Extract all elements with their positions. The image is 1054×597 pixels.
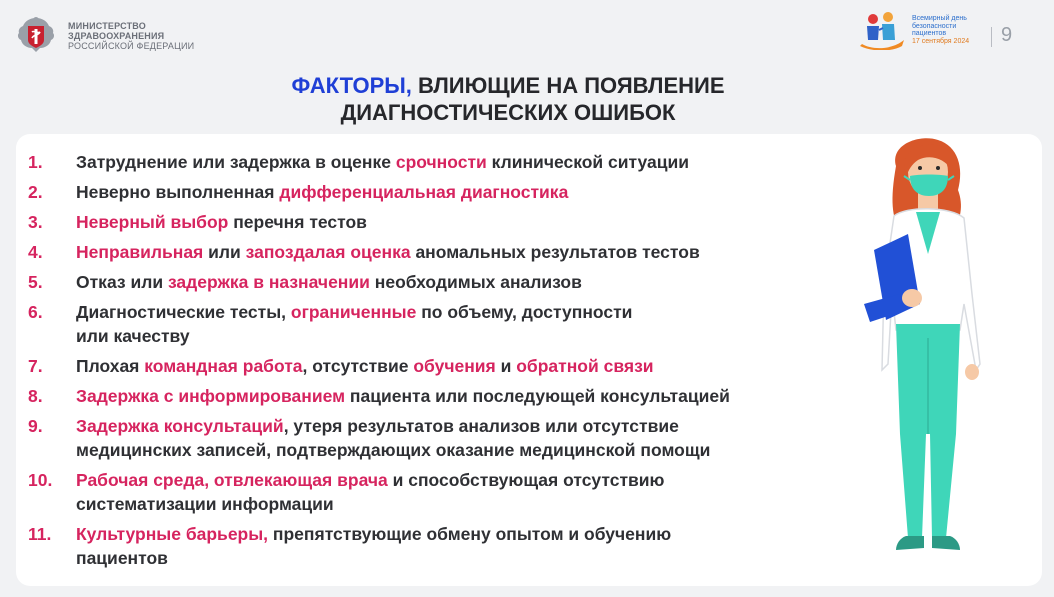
factor-text [76, 210, 808, 234]
factor-highlight: Задержка с информированием [76, 386, 346, 406]
factor-highlight: командная работа [144, 356, 303, 376]
factor-highlight: запоздалая оценка [245, 242, 411, 262]
factor-text-part: необходимых анализов [369, 272, 582, 292]
factor-number: 2. [28, 182, 43, 202]
factor-highlight: Неправильная [76, 242, 204, 262]
factor-item [28, 468, 808, 516]
factor-text-part: или [203, 242, 246, 262]
factor-text [76, 300, 808, 348]
factor-highlight: срочности [395, 152, 487, 172]
factor-text [76, 354, 808, 378]
event-text [912, 15, 969, 45]
factor-text [76, 270, 808, 294]
factor-text [76, 150, 808, 174]
factor-item [28, 522, 808, 570]
factor-text-part: пациентов [76, 548, 168, 568]
factor-number: 9. [28, 416, 43, 436]
factor-item [28, 300, 808, 348]
factor-item [28, 384, 808, 408]
factor-text-part: Затруднение или задержка в оценке [76, 152, 396, 172]
title-line-1 [230, 72, 786, 99]
factor-highlight: обратной связи [516, 356, 654, 376]
slide-title [230, 72, 786, 126]
factors-list [28, 150, 808, 576]
factor-highlight: Неверный выбор [76, 212, 229, 232]
factor-text [76, 414, 808, 462]
factor-highlight: дифференциальная диагностика [279, 182, 569, 202]
factor-text [76, 240, 808, 264]
ministry-line-3: РОССИЙСКОЙ ФЕДЕРАЦИИ [68, 41, 195, 51]
factor-item [28, 180, 808, 204]
factor-item [28, 240, 808, 264]
factor-highlight: задержка в назначении [167, 272, 370, 292]
factor-text-part: медицинских записей, подтверждающих оказание медицинской помощи [76, 440, 711, 460]
factor-number: 3. [28, 212, 43, 232]
factor-highlight: ограниченные [290, 302, 417, 322]
event-line-3: пациентов [912, 30, 947, 37]
factor-text-part: Неверно выполненная [76, 182, 280, 202]
title-line-1-rest: ВЛИЮЩИЕ НА ПОЯВЛЕНИЕ [411, 73, 725, 98]
nurse-illustration-icon [860, 134, 1000, 558]
event-date: 17 сентября 2024 [912, 37, 970, 45]
factor-text-part: клинической ситуации [486, 152, 690, 172]
factor-text-part: или качеству [76, 326, 190, 346]
patient-safety-day-icon [858, 10, 906, 50]
factor-highlight: Рабочая среда, отвлекающая врача [76, 470, 388, 490]
header-divider [991, 27, 992, 47]
ministry-emblem-icon [14, 12, 58, 56]
page-number: 9 [1001, 24, 1013, 46]
factor-text-part: аномальных результатов тестов [410, 242, 700, 262]
factor-text-part: по объему, доступности [416, 302, 633, 322]
factor-highlight: обучения [413, 356, 496, 376]
factor-item [28, 270, 808, 294]
factor-text-part: Диагностические тесты, [76, 302, 291, 322]
factor-number: 1. [28, 152, 43, 172]
factor-number: 8. [28, 386, 43, 406]
factor-number: 4. [28, 242, 43, 262]
factor-text-part: и [495, 356, 517, 376]
factor-text [76, 384, 808, 408]
factor-number: 5. [28, 272, 43, 292]
factor-text-part: перечня тестов [228, 212, 367, 232]
factor-text-part: и способствующая отсутствию [387, 470, 665, 490]
factor-text-part: Отказ или [76, 272, 168, 292]
factor-text-part: , утеря результатов анализов или отсутствие [283, 416, 679, 436]
ministry-line-2: ЗДРАВООХРАНЕНИЯ [68, 31, 165, 41]
factor-item [28, 414, 808, 462]
factor-item [28, 354, 808, 378]
factor-number: 7. [28, 356, 43, 376]
event-line-2: безопасности [912, 22, 957, 30]
factor-number: 10. [28, 470, 53, 490]
ministry-logo [14, 12, 194, 56]
factor-text [76, 468, 808, 516]
factor-number: 11. [28, 524, 52, 544]
event-line-1: Всемирный день [912, 15, 967, 22]
factor-text [76, 522, 808, 570]
factor-text-part: Плохая [76, 356, 145, 376]
ministry-line-1: МИНИСТЕРСТВО [68, 21, 146, 31]
factor-text-part: препятствующие обмену опытом и обучению [268, 524, 672, 544]
ministry-name [68, 21, 194, 51]
factor-text-part: , отсутствие [302, 356, 414, 376]
title-line-2: ДИАГНОСТИЧЕСКИХ ОШИБОК [340, 100, 676, 125]
factor-highlight: Задержка консультаций [76, 416, 284, 436]
factor-text-part: пациента или последующей консультацией [345, 386, 730, 406]
factor-highlight: Культурные барьеры, [76, 524, 269, 544]
title-accent: ФАКТОРЫ, [291, 73, 412, 98]
factor-text-part: систематизации информации [76, 494, 334, 514]
factor-item [28, 150, 808, 174]
factor-item [28, 210, 808, 234]
event-logo [858, 10, 969, 50]
factor-number: 6. [28, 302, 43, 322]
factor-text [76, 180, 808, 204]
